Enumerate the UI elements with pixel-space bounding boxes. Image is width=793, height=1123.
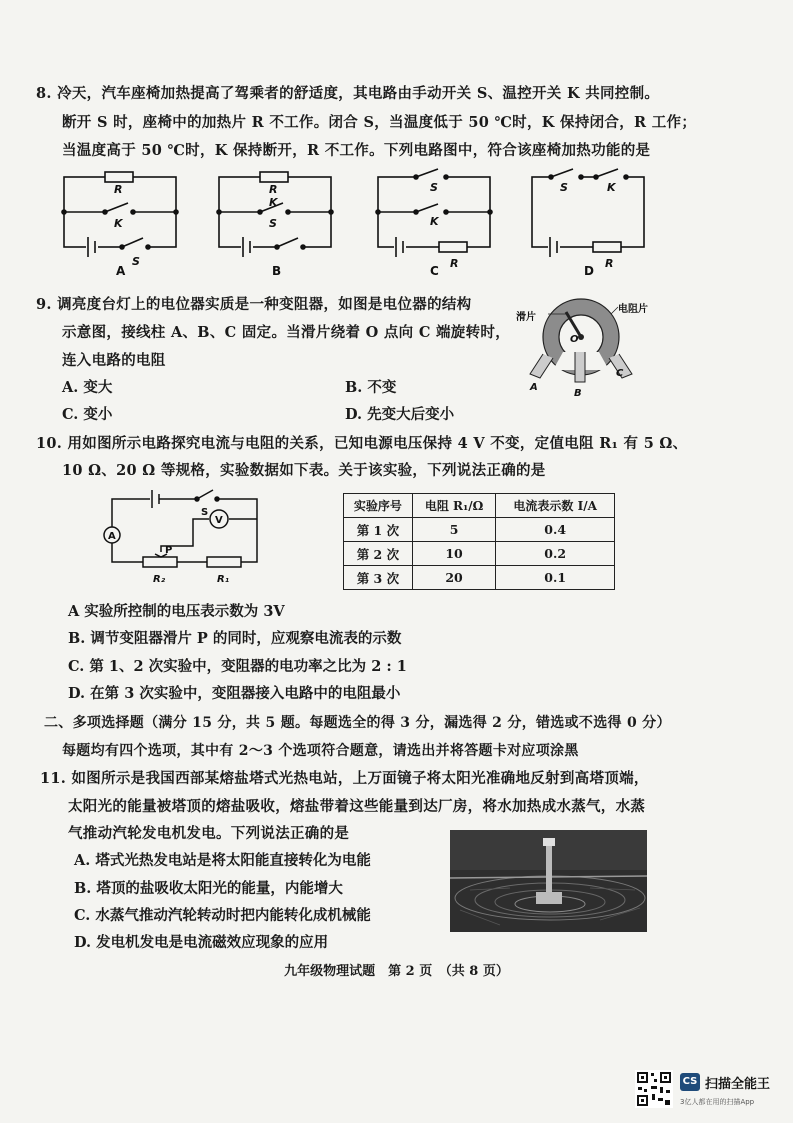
table-cell: 第 3 次: [344, 566, 413, 590]
table-header: 电流表示数 I/A: [496, 494, 615, 518]
table-header: 电阻 R₁/Ω: [412, 494, 496, 518]
table-header: 实验序号: [344, 494, 413, 518]
q11-option-b: B. 塔顶的盐吸收太阳光的能量，内能增大: [74, 880, 343, 897]
q10-data-table: [343, 493, 615, 590]
q10-option-b: B. 调节变阻器滑片 P 的同时，应观察电流表的示数: [68, 630, 402, 647]
circuit-c-k-label: K: [430, 215, 439, 228]
q11-line-3: 气推动汽轮发电机发电。下列说法正确的是: [68, 825, 350, 842]
q8-line-2: 断开 S 时，座椅中的加热片 R 不工作。闭合 S，当温度低于 50 ℃时，K 保持闭合，R 工作；: [62, 114, 697, 131]
circuit-d-s-label: S: [560, 181, 568, 194]
q8-line-3: 当温度高于 50 ℃时，K 保持断开，R 不工作。下列电路图中，符合该座椅加热功能的是: [62, 142, 651, 159]
circuit-a-s-label: S: [132, 255, 140, 268]
pivot-o-label: O: [570, 334, 579, 345]
solar-plant-photo: [450, 830, 647, 932]
q10-line-2: 10 Ω、20 Ω 等规格，实验数据如下表。关于该实验，下列说法正确的是: [62, 462, 546, 479]
camscanner-logo-icon: CS: [680, 1073, 700, 1091]
slider-label: 滑片: [516, 312, 536, 323]
circuit-b-letter: B: [272, 264, 282, 278]
circuit-d: [532, 169, 644, 259]
q10-circuit-figure: [95, 482, 275, 592]
q10-line-1: 10. 用如图所示电路探究电流与电阻的关系，已知电源电压保持 4 V 不变，定值电阻 R₁ 有 5 Ω、: [36, 435, 688, 452]
r1-label: R₁: [217, 574, 230, 585]
table-cell: 第 1 次: [344, 518, 413, 542]
q9-option-d: D. 先变大后变小: [345, 406, 455, 423]
q9-option-c: C. 变小: [62, 406, 113, 423]
table-header-row: [344, 494, 615, 518]
potentiometer-figure: [508, 292, 658, 402]
circuit-a-r-label: R: [114, 183, 123, 196]
q11-option-d: D. 发电机发电是电流磁效应现象的应用: [74, 934, 329, 951]
resistor-strip-label: 电阻片: [618, 304, 648, 315]
q11-option-c: C. 水蒸气推动汽轮转动时把内能转化成机械能: [74, 907, 371, 924]
q9-option-b: B. 不变: [345, 379, 397, 396]
qr-code-icon: [635, 1070, 673, 1108]
circuit-d-k-label: K: [607, 181, 616, 194]
circuit-a-k-label: K: [114, 217, 123, 230]
circuit-a-letter: A: [116, 264, 126, 278]
table-cell: 第 2 次: [344, 542, 413, 566]
circuit-b-k-label: K: [269, 196, 278, 209]
table-cell: 0.2: [496, 542, 615, 566]
terminal-a-label: A: [530, 382, 538, 393]
table-row: [344, 542, 615, 566]
table-row: [344, 518, 615, 542]
circuit-c-s-label: S: [430, 181, 438, 194]
table-row: [344, 566, 615, 590]
circuit-b-s-label: S: [269, 217, 277, 230]
q10-option-a: A 实验所控制的电压表示数为 3V: [68, 603, 285, 620]
page-footer: 九年级物理试题 第 2 页 （共 8 页）: [284, 964, 509, 979]
circuit-c-r-label: R: [450, 257, 459, 270]
ammeter-label: A: [108, 531, 116, 542]
q8-circuit-diagrams: [50, 165, 670, 280]
q8-line-1: 8. 冷天，汽车座椅加热提高了驾乘者的舒适度，其电路由手动开关 S、温控开关 K 共同控制。: [36, 85, 660, 102]
section-2-title: 二、多项选择题（满分 15 分，共 5 题。每题选全的得 3 分，漏选得 2 分，错选或不选得 0 分）: [44, 715, 671, 731]
voltmeter-label: V: [215, 515, 223, 526]
q11-line-2: 太阳光的能量被塔顶的熔盐吸收，熔盐带着这些能量到达厂房，将水加热成水蒸气，水蒸: [68, 798, 646, 815]
q11-option-a: A. 塔式光热发电站是将太阳能直接转化为电能: [74, 852, 371, 869]
section-2-note: 每题均有四个选项，其中有 2～3 个选项符合题意，请选出并将答题卡对应项涂黑: [62, 743, 579, 759]
r2-label: R₂: [153, 574, 166, 585]
q11-line-1: 11. 如图所示是我国西部某熔盐塔式光热电站，上万面镜子将太阳光准确地反射到高塔顶端，: [40, 770, 649, 787]
terminal-b-label: B: [574, 388, 582, 399]
q10-option-c: C. 第 1、2 次实验中，变阻器的电功率之比为 2 : 1: [68, 658, 407, 675]
q9-option-a: A. 变大: [62, 379, 113, 396]
q9-line-1: 9. 调亮度台灯上的电位器实质是一种变阻器，如图是电位器的结构: [36, 296, 472, 313]
circuit-b-r-label: R: [269, 183, 278, 196]
q9-line-3: 连入电路的电阻: [62, 352, 166, 369]
q10-option-d: D. 在第 3 次实验中，变阻器接入电路中的电阻最小: [68, 685, 401, 702]
table-cell: 5: [412, 518, 496, 542]
circuit-d-r-label: R: [605, 257, 614, 270]
camscanner-tagline: 3亿人都在用的扫描App: [680, 1098, 755, 1106]
circuit-d-letter: D: [584, 264, 594, 278]
camscanner-name: 扫描全能王: [705, 1077, 771, 1092]
circuit-c-letter: C: [430, 264, 439, 278]
table-cell: 20: [412, 566, 496, 590]
table-cell: 0.1: [496, 566, 615, 590]
q9-line-2: 示意图，接线柱 A、B、C 固定。当滑片绕着 O 点向 C 端旋转时，: [62, 324, 511, 341]
terminal-c-label: C: [616, 368, 624, 379]
switch-s-label: S: [201, 507, 209, 518]
slider-p-label: P: [165, 545, 173, 556]
table-cell: 0.4: [496, 518, 615, 542]
table-cell: 10: [412, 542, 496, 566]
